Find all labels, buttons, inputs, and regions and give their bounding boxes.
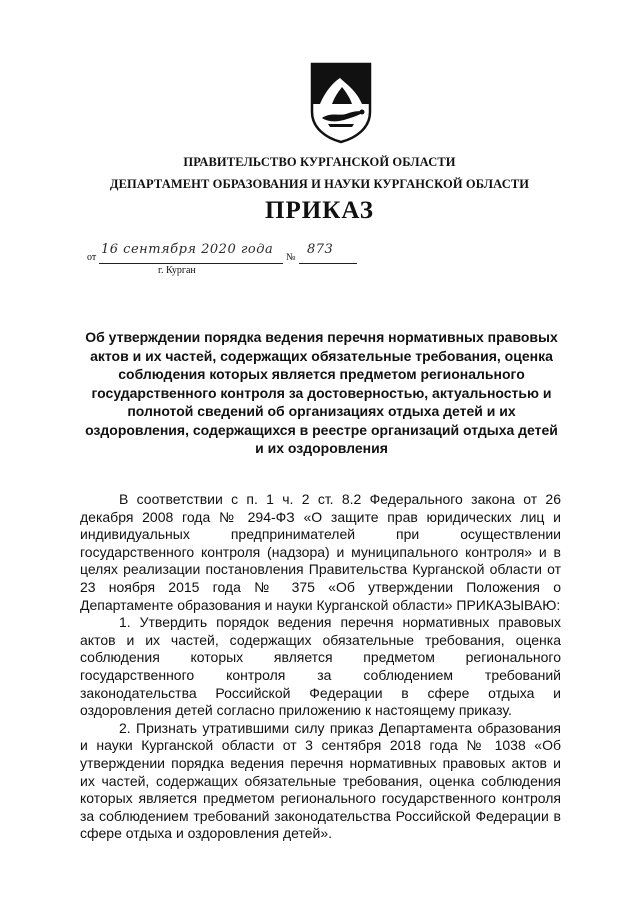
government-name: ПРАВИТЕЛЬСТВО КУРГАНСКОЙ ОБЛАСТИ: [183, 155, 456, 169]
number-prefix: №: [286, 252, 296, 263]
order-body: [80, 491, 561, 843]
handwritten-number: 873: [307, 242, 334, 257]
city: г. Курган: [158, 265, 196, 276]
document-title: ПРИКАЗ: [265, 197, 374, 224]
number-underline: [299, 263, 357, 264]
coat-of-arms-emblem: [306, 60, 376, 144]
preamble-paragraph: В соответствии с п. 1 ч. 2 ст. 8.2 Федерального закона от 26 декабря 2008 года № 294-ФЗ «О защите прав юридических лиц и индивидуальных предпринимателей при осуществлении государственного контроля (надзора) и муниципального контроля» и в целях реализации постановления Правительства Курганской области от 23 ноября 2015 года № 375 «Об утверждении Положения о Департаменте образования и науки Курганской области» ПРИКАЗЫВАЮ:: [80, 491, 561, 613]
item-1-paragraph: 1. Утвердить порядок ведения перечня нормативных правовых актов и их частей, содержащих обязательные требования, оценка соблюдения которых является предметом регионального государственного контроля за соблюдением требований законодательства Российской Федерации в сфере отдыха и оздоровления детей согласно приложению к настоящему приказу.: [80, 614, 561, 719]
item-2-paragraph: 2. Признать утратившими силу приказ Департамента образования и науки Курганской области от 3 сентября 2018 года № 1038 «Об утверждении порядка ведения перечня нормативных правовых актов и их частей, содержащих обязательные требования, оценка соблюдения которых является предметом регионального государственного контроля за соблюдением требований законодательства Российской Федерации в сфере отдыха и оздоровления детей».: [80, 719, 561, 842]
order-subject: Об утверждении порядка ведения перечня нормативных правовых актов и их частей, содержащих обязательные требования, оценка соблюдения которых является предметом регионального государственного контроля за достоверностью, актуальностью и полнотой сведений об организациях отдыха детей и их оздоровления, содержащихся в реестре организаций отдыха детей и их оздоровления: [85, 329, 558, 456]
date-underline: [99, 263, 283, 264]
handwritten-date: 16 сентября 2020 года: [101, 242, 274, 257]
date-prefix: от: [87, 252, 97, 263]
order-date-number: [87, 242, 367, 264]
department-name: ДЕПАРТАМЕНТ ОБРАЗОВАНИЯ И НАУКИ КУРГАНСКОЙ ОБЛАСТИ: [109, 177, 530, 191]
